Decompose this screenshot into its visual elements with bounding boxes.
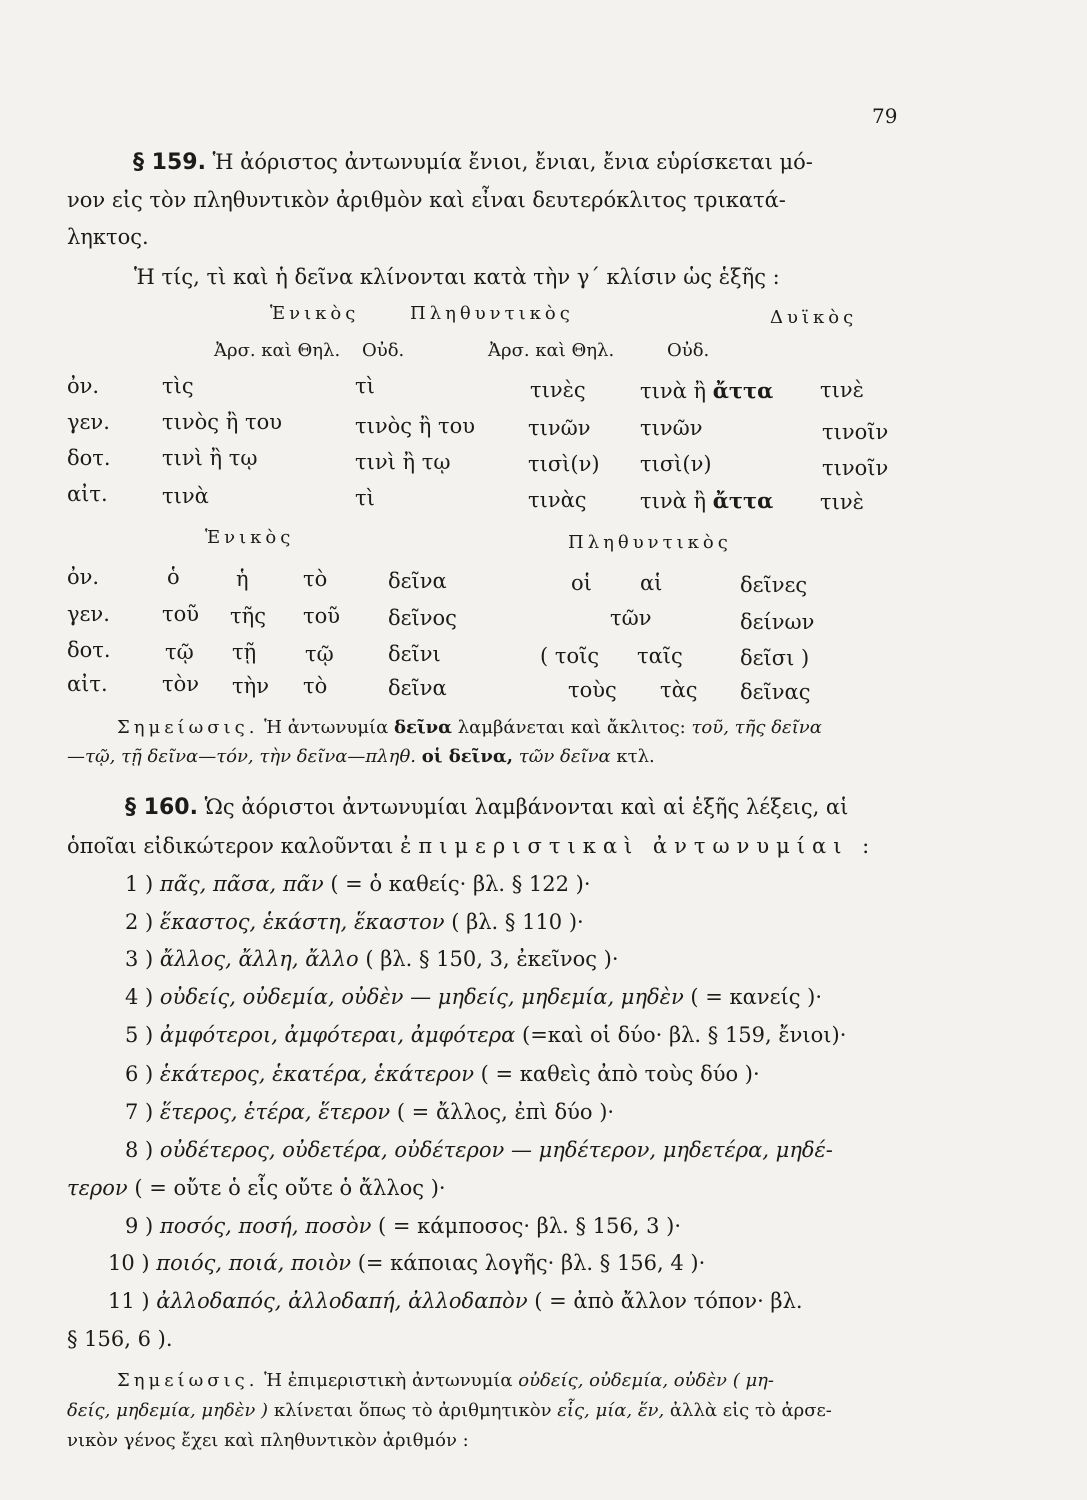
subheader-masc-fem: Ἀρσ. καὶ Θηλ. [214, 340, 341, 361]
list-item: 9 ) ποσός, ποσή, ποσὸν ( = κάμποσος· βλ. § 156, 3 )· [125, 1214, 681, 1238]
section-160-number: § 160. [125, 795, 198, 820]
header-singular: Ἑνικὸς [270, 303, 360, 324]
section-159-line-2: νον εἰς τὸν πληθυντικὸν ἀριθμὸν καὶ εἶναι δευτερόκλιτος τρικατά- [67, 188, 786, 212]
list-item: 7 ) ἕτερος, ἑτέρα, ἕτερον ( = ἄλλος, ἐπὶ δύο )· [125, 1100, 615, 1124]
note-label: Σημείωσις. [117, 1370, 259, 1391]
section-160-line-2: ὁποῖαι εἰδικώτερον καλοῦνται ἐπιμεριστικαὶ ἀντωνυμίαι : [67, 834, 877, 858]
note-2-line-3: νικὸν γένος ἔχει καὶ πληθυντικὸν ἀριθμόν : [67, 1430, 469, 1451]
section-159-line-1: § 159. Ἡ ἀόριστος ἀντωνυμία ἔνιοι, ἔνιαι, ἔνια εὑρίσκεται μό- [133, 150, 813, 175]
section-159-line-4: Ἡ τίς, τὶ καὶ ἡ δεῖνα κλίνονται κατὰ τὴν γ΄ κλίσιν ὡς ἑξῆς : [134, 265, 780, 289]
list-item: 2 ) ἕκαστος, ἑκάστη, ἕκαστον ( βλ. § 110 )· [125, 910, 584, 934]
list-item: 4 ) οὐδείς, οὐδεμία, οὐδὲν — μηδείς, μηδεμία, μηδὲν ( = κανείς )· [125, 985, 823, 1009]
section-159-line-3: ληκτος. [67, 225, 149, 249]
list-item: 6 ) ἑκάτερος, ἑκατέρα, ἑκάτερον ( = καθεὶς ἀπὸ τοὺς δύο )· [125, 1062, 760, 1086]
note-label: Σημείωσις. [117, 717, 259, 738]
header-plural: Πληθυντικὸς [410, 303, 574, 324]
subheader-neuter: Οὐδ. [362, 340, 405, 361]
note-1-line-1: Σημείωσις. Ἡ ἀντωνυμία δεῖνα λαμβάνεται καὶ ἄκλιτος: τοῦ, τῆς δεῖνα [117, 717, 822, 738]
subheader-neuter-pl: Οὐδ. [667, 340, 710, 361]
list-item: τερον ( = οὔτε ὁ εἷς οὔτε ὁ ἄλλος )· [67, 1176, 446, 1200]
list-item: 1 ) πᾶς, πᾶσα, πᾶν ( = ὁ καθείς· βλ. § 122 )· [125, 872, 591, 896]
list-item: 10 ) ποιός, ποιά, ποιὸν (= κάποιας λογῆς· βλ. § 156, 4 )· [108, 1251, 706, 1275]
list-item: 11 ) ἀλλοδαπός, ἀλλοδαπή, ἀλλοδαπὸν ( = ἀπὸ ἄλλον τόπον· βλ. [108, 1289, 803, 1313]
list-item: 8 ) οὐδέτερος, οὐδετέρα, οὐδέτερον — μηδέτερον, μηδετέρα, μηδέ- [125, 1138, 833, 1162]
note-2-line-2: δείς, μηδεμία, μηδὲν ) κλίνεται ὅπως τὸ ἀριθμητικὸν εἷς, μία, ἕν, ἀλλὰ εἰς τὸ ἀρσε- [67, 1400, 832, 1421]
note-1-line-2: —τῷ, τῇ δεῖνα—τόν, τὴν δεῖνα—πληθ. οἱ δεῖνα, τῶν δεῖνα κτλ. [67, 746, 655, 767]
note-2-line-1: Σημείωσις. Ἡ ἐπιμεριστικὴ ἀντωνυμία οὐδείς, οὐδεμία, οὐδὲν ( μη- [117, 1370, 775, 1391]
subheader-masc-fem-pl: Ἀρσ. καὶ Θηλ. [488, 340, 615, 361]
book-page: 79 § 159. Ἡ ἀόριστος ἀντωνυμία ἔνιοι, ἔνιαι, ἔνια εὑρίσκεται μό- νον εἰς τὸν πληθυντικὸν ἀριθμὸν καὶ εἶναι δευτερόκλιτος τρικατά- ληκτος. Ἡ τίς, τὶ καὶ ἡ δεῖνα κλίνονται κατὰ τὴν γ΄ κλίσιν ὡς ἑξῆς : Ἑνικὸς Πληθυντικὸς Δυϊκὸς Ἀρσ. καὶ Θηλ. Οὐδ. Ἀρσ. καὶ Θηλ. Οὐδ. ὀν. τὶς τὶ τινὲς τινὰ ἢ ἄττα τινὲ γεν. τινὸς ἢ του τινὸς ἢ του τινῶν τινῶν τινοῖν δοτ. τινὶ ἢ τῳ τινὶ ἢ τῳ τισὶ(ν) τισὶ(ν) τινοῖν αἰτ. τινὰ τὶ τινὰς τινὰ ἢ ἄττα τινὲ Ἑνικὸς Πληθυντικὸς ὀν. ὁ ἡ τὸ δεῖνα οἱ αἱ δεῖνες γεν. τοῦ τῆς τοῦ δεῖνος τῶν δείνων δοτ. τῷ τῇ τῷ δεῖνι ( τοῖς ταῖς δεῖσι ) αἰτ. τὸν τὴν τὸ δεῖνα τοὺς τὰς δεῖνας Σημείωσις. Ἡ ἀντωνυμία δεῖνα λαμβάνεται καὶ ἄκλιτος: τοῦ, τῆς δεῖνα —τῷ, τῇ δεῖνα—τόν, τὴν δεῖνα—πληθ. οἱ δεῖνα, τῶν δεῖνα κτλ. § 160. Ὡς ἀόριστοι ἀντωνυμίαι λαμβάνονται καὶ αἱ ἑξῆς λέξεις, αἱ ὁποῖαι εἰδικώτερον καλοῦνται ἐπιμεριστικαὶ ἀντωνυμίαι : 1 ) πᾶς, πᾶσα, πᾶν ( = ὁ καθείς· βλ. § 122 )· 2 ) ἕκαστος, ἑκάστη, ἕκαστον ( βλ. § 110 )· 3 ) ἄλλος, ἄλλη, ἄλλο ( βλ. § 150, 3, ἐκεῖνος )· 4 ) οὐδείς, οὐδεμία, οὐδὲν — μηδείς, μηδεμία, μηδὲν ( = κανείς )· 5 ) ἀμφότεροι, ἀμφότεραι, ἀμφότερα (=καὶ οἱ δύο· βλ. § 159, ἔνιοι)· 6 ) ἑκάτερος, ἑκατέρα, ἑκάτερον ( = καθεὶς ἀπὸ τοὺς δύο )· 7 ) ἕτερος, ἑτέρα, ἕτερον ( = ἄλλος, ἐπὶ δύο )· 8 ) οὐδέτερος, οὐδετέρα, οὐδέτερον — μηδέτερον, μηδετέρα, μηδέ- τερον ( = οὔτε ὁ εἷς οὔτε ὁ ἄλλος )· 9 ) ποσός, ποσή, ποσὸν ( = κάμποσος· βλ. § 156, 3 )· 10 ) ποιός, ποιά, ποιὸν (= κάποιας λογῆς· βλ. § 156, 4 )· 11 ) ἀλλοδαπός, ἀλλοδαπή, ἀλλοδαπὸν ( = ἀπὸ ἄλλον τόπον· βλ. § 156, 6 ). Σημείωσις. Ἡ ἐπιμεριστικὴ ἀντωνυμία οὐδείς, οὐδεμία, οὐδὲν ( μη- δείς, μηδεμία, μηδὲν ) κλίνεται ὅπως τὸ ἀριθμητικὸν εἷς, μία, ἕν, ἀλλὰ εἰς τὸ ἀρσε- νικὸν γένος ἔχει καὶ πληθυντικὸν ἀριθμόν : [0, 0, 1087, 1500]
page-number: 79 [872, 104, 898, 128]
section-159-number: § 159. [133, 150, 206, 175]
header-dual: Δυϊκὸς [770, 307, 858, 328]
section-160-line-1: § 160. Ὡς ἀόριστοι ἀντωνυμίαι λαμβάνονται καὶ αἱ ἑξῆς λέξεις, αἱ [125, 795, 849, 820]
list-item: 5 ) ἀμφότεροι, ἀμφότεραι, ἀμφότερα (=καὶ οἱ δύο· βλ. § 159, ἔνιοι)· [125, 1023, 847, 1047]
header-plural: Πληθυντικὸς [568, 532, 732, 553]
list-item: 3 ) ἄλλος, ἄλλη, ἄλλο ( βλ. § 150, 3, ἐκεῖνος )· [125, 947, 619, 971]
list-item: § 156, 6 ). [67, 1327, 173, 1351]
header-singular: Ἑνικὸς [205, 527, 295, 548]
